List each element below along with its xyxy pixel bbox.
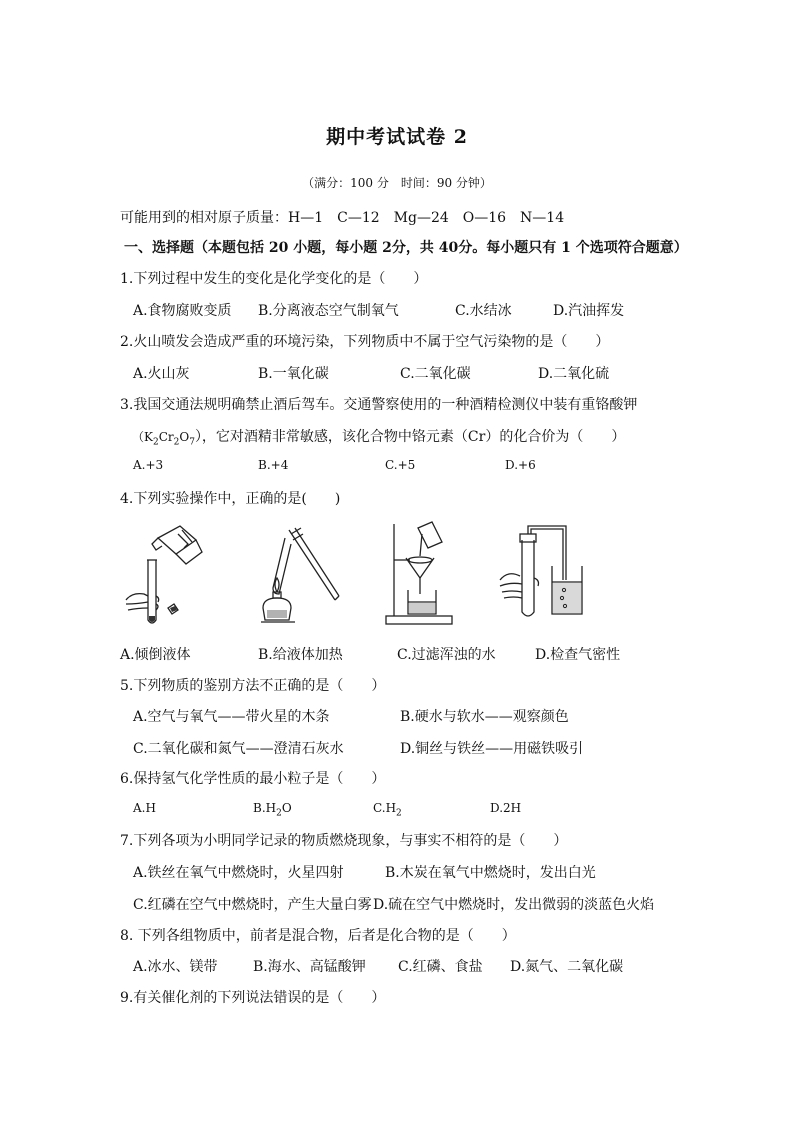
figure-pouring-liquid xyxy=(118,520,208,630)
q6-option-c: $C.H_2$ xyxy=(373,801,402,819)
q8-option-c: C.红磷、食盐 xyxy=(398,959,483,975)
q7-option-d: D.硫在空气中燃烧时，发出微弱的淡蓝色火焰 xyxy=(373,897,655,913)
q6-option-a: A.H xyxy=(133,801,156,815)
atomic-masses: 可能用到的相对原子质量：H—1 C—12 Mg—24 O—16 N—14 xyxy=(120,210,565,226)
q8-option-d: D.氮气、二氧化碳 xyxy=(510,959,624,975)
q4-option-b: B.给液体加热 xyxy=(258,647,343,663)
q3-option-a: A.+3 xyxy=(133,458,164,472)
q5-option-b: B.硬水与软水——观察颜色 xyxy=(400,709,569,725)
question-8-stem: 8. 下列各组物质中，前者是混合物，后者是化合物的是（ ） xyxy=(120,928,516,944)
question-1-stem: 1.下列过程中发生的变化是化学变化的是（ ） xyxy=(120,271,428,287)
q8-option-b: B.海水、高锰酸钾 xyxy=(253,959,366,975)
q5-option-d: D.铜丝与铁丝——用磁铁吸引 xyxy=(400,741,584,757)
q7-option-b: B.木炭在氧气中燃烧时，发出白光 xyxy=(385,865,596,881)
q1-option-b: B.分离液态空气制氧气 xyxy=(258,303,399,319)
figure-airtightness-check xyxy=(498,520,588,630)
q3-option-c: C.+5 xyxy=(385,458,416,472)
q7-option-c: C.红磷在空气中燃烧时，产生大量白雾 xyxy=(133,897,372,913)
q4-option-d: D.检查气密性 xyxy=(535,647,621,663)
q2-option-b: B.一氧化碳 xyxy=(258,366,329,382)
q1-option-c: C.水结冰 xyxy=(455,303,512,319)
q3-option-d: D.+6 xyxy=(505,458,536,472)
question-3-stem-line2: $(K_2Cr_2O_7)$，它对酒精非常敏感，该化合物中铬元素（Cr）的化合价为（ ） xyxy=(132,429,626,448)
q7-option-a: A.铁丝在氧气中燃烧时，火星四射 xyxy=(133,865,344,881)
q1-option-d: D.汽油挥发 xyxy=(553,303,625,319)
section-heading: 一、选择题（本题包括 20 小题，每小题 2分，共 40分。每小题只有 1 个选项符合题意） xyxy=(124,240,688,256)
q4-option-c: C.过滤浑浊的水 xyxy=(397,647,496,663)
q4-option-a: A.倾倒液体 xyxy=(120,647,191,663)
question-3-stem-line1: 3.我国交通法规明确禁止酒后驾车。交通警察使用的一种酒精检测仪中装有重铬酸钾 xyxy=(120,397,638,413)
q5-option-c: C.二氧化碳和氮气——澄清石灰水 xyxy=(133,741,344,757)
question-2-stem: 2.火山喷发会造成严重的环境污染，下列物质中不属于空气污染物的是（ ） xyxy=(120,334,610,350)
q6-option-b: $B.H_2O$ xyxy=(253,801,292,819)
q2-option-c: C.二氧化碳 xyxy=(400,366,471,382)
q8-option-a: A.冰水、镁带 xyxy=(133,959,218,975)
exam-info: （满分：100 分 时间：90 分钟） xyxy=(302,176,492,190)
question-4-stem: 4.下列实验操作中，正确的是( ) xyxy=(120,491,341,507)
q3-option-b: B.+4 xyxy=(258,458,289,472)
question-7-stem: 7.下列各项为小明同学记录的物质燃烧现象，与事实不相符的是（ ） xyxy=(120,833,568,849)
q5-option-a: A.空气与氧气——带火星的木条 xyxy=(133,709,330,725)
figure-heating-liquid xyxy=(255,520,345,630)
q2-option-a: A.火山灰 xyxy=(133,366,190,382)
q3-formula: （$K_2Cr_2O_7$ xyxy=(132,430,195,448)
figure-filtration xyxy=(380,520,460,630)
question-6-stem: 6.保持氢气化学性质的最小粒子是（ ） xyxy=(120,771,386,787)
q2-option-d: D.二氧化硫 xyxy=(538,366,610,382)
q1-option-a: A.食物腐败变质 xyxy=(133,303,232,319)
question-5-stem: 5.下列物质的鉴别方法不正确的是（ ） xyxy=(120,678,386,694)
question-9-stem: 9.有关催化剂的下列说法错误的是（ ） xyxy=(120,990,386,1006)
page-title: 期中考试试卷 2 xyxy=(326,126,468,148)
q6-option-d: D.2H xyxy=(490,801,522,815)
